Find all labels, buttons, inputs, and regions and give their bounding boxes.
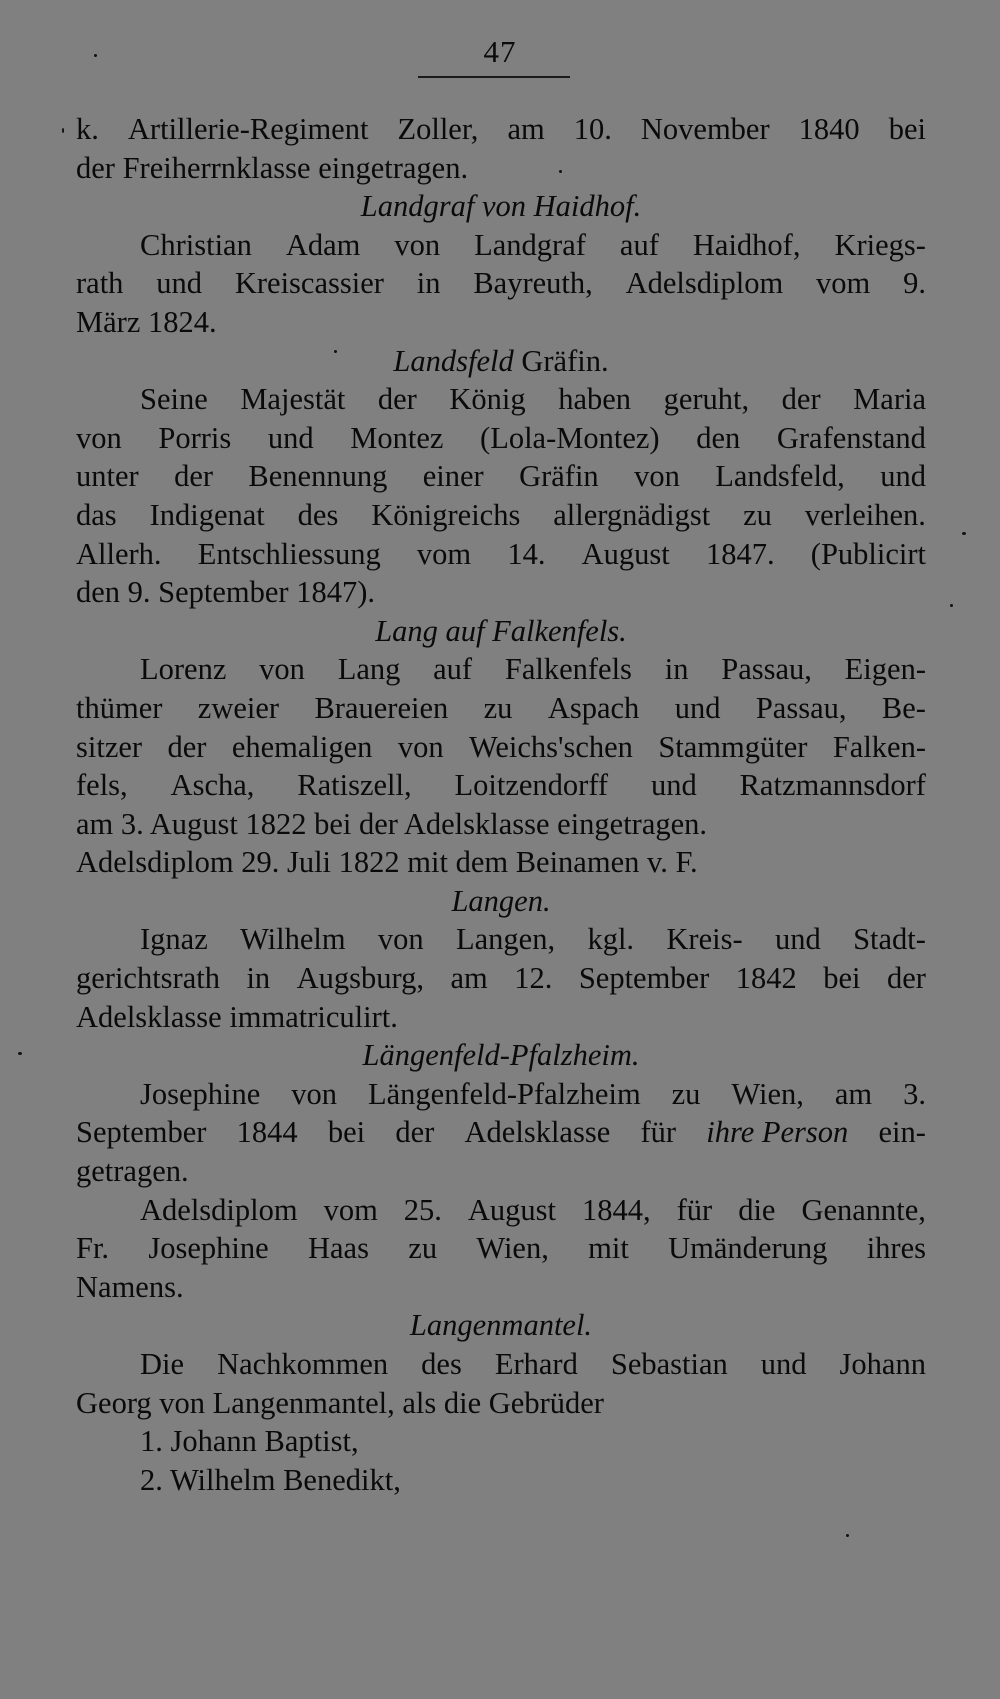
lang-line-5: am 3. August 1822 bei der Adelsklasse eingetragen. [76, 806, 708, 841]
artillerie-line-2: der Freiherrnklasse eingetragen. [76, 150, 469, 185]
scan-speck [62, 128, 64, 133]
page-text [76, 110, 926, 1499]
list-item: 2. Wilhelm Benedikt, [140, 1462, 401, 1497]
lang-line-1: Lorenz von Lang auf Falkenfels in Passau, Eigen- [140, 652, 926, 687]
heading-landsfeld-italic: Landsfeld [393, 343, 514, 378]
laengenfeld-line-5: Fr. Josephine Haas zu Wien, mit Umänderung ihres [76, 1231, 926, 1266]
heading-langen: Langen. [451, 883, 551, 918]
laengenfeld-line-1: Josephine von Längenfeld-Pfalzheim zu Wien, am 3. [140, 1076, 926, 1111]
landgraf-line-3: März 1824. [76, 304, 217, 339]
page-number: 47 [483, 34, 517, 69]
scan-speck [18, 1052, 22, 1055]
laengenfeld-line-6: Namens. [76, 1269, 184, 1304]
landsfeld-line-6: den 9. September 1847). [76, 575, 375, 610]
heading-langenmantel: Langenmantel. [409, 1308, 593, 1343]
heading-landgraf: Landgraf von Haidhof. [360, 189, 642, 224]
scan-speck [950, 604, 953, 607]
lang-line-4: fels, Ascha, Ratiszell, Loitzendorff und Ratzmannsdorf [76, 768, 926, 803]
heading-landsfeld [76, 342, 926, 381]
artillerie-line-1: k. Artillerie-Regiment Zoller, am 10. November 1840 bei [76, 112, 926, 146]
scan-speck [94, 54, 97, 57]
italic-phrase: ihre Person [706, 1115, 849, 1150]
laengenfeld-line-2: September 1844 bei der Adelsklasse für ihre Person ein- [76, 1113, 926, 1152]
heading-lang: Lang auf Falkenfels. [375, 613, 627, 648]
langen-line-3: Adelsklasse immatriculirt. [76, 999, 398, 1034]
landsfeld-line-4: das Indigenat des Königreichs allergnädigst zu verleihen. [76, 497, 926, 532]
heading-landsfeld-roman: Gräfin. [521, 343, 609, 378]
langenmantel-line-1: Die Nachkommen des Erhard Sebastian und Johann [140, 1347, 926, 1381]
langen-line-1: Ignaz Wilhelm von Langen, kgl. Kreis- und Stadt- [140, 922, 926, 957]
lang-line-6: Adelsdiplom 29. Juli 1822 mit dem Beinamen v. F. [76, 845, 698, 880]
header-rule [418, 76, 570, 78]
langenmantel-line-2: Georg von Langenmantel, als die Gebrüder [76, 1385, 604, 1420]
lang-line-2: thümer zweier Brauereien zu Aspach und Passau, Be- [76, 690, 926, 725]
landgraf-line-2: rath und Kreiscassier in Bayreuth, Adelsdiplom vom 9. [76, 266, 926, 301]
laengenfeld-line-3: getragen. [76, 1154, 189, 1189]
list-item: 1. Johann Baptist, [140, 1424, 359, 1459]
landsfeld-line-1: Seine Majestät der König haben geruht, der Maria [140, 382, 926, 417]
heading-laengenfeld: Längenfeld-Pfalzheim. [362, 1038, 640, 1073]
landgraf-line-1: Christian Adam von Landgraf auf Haidhof, Kriegs- [140, 227, 926, 262]
laengenfeld-line-4: Adelsdiplom vom 25. August 1844, für die Genannte, [140, 1192, 926, 1227]
scan-speck [846, 1534, 849, 1537]
landsfeld-line-5: Allerh. Entschliessung vom 14. August 1847. (Publicirt [76, 536, 926, 571]
landsfeld-line-2: von Porris und Montez (Lola-Montez) den Grafenstand [76, 420, 926, 455]
lang-line-3: sitzer der ehemaligen von Weichs'schen Stammgüter Falken- [76, 729, 926, 764]
landsfeld-line-3: unter der Benennung einer Gräfin von Landsfeld, und [76, 459, 926, 494]
langen-line-2: gerichtsrath in Augsburg, am 12. September 1842 bei der [76, 961, 926, 996]
scan-speck [962, 532, 966, 535]
